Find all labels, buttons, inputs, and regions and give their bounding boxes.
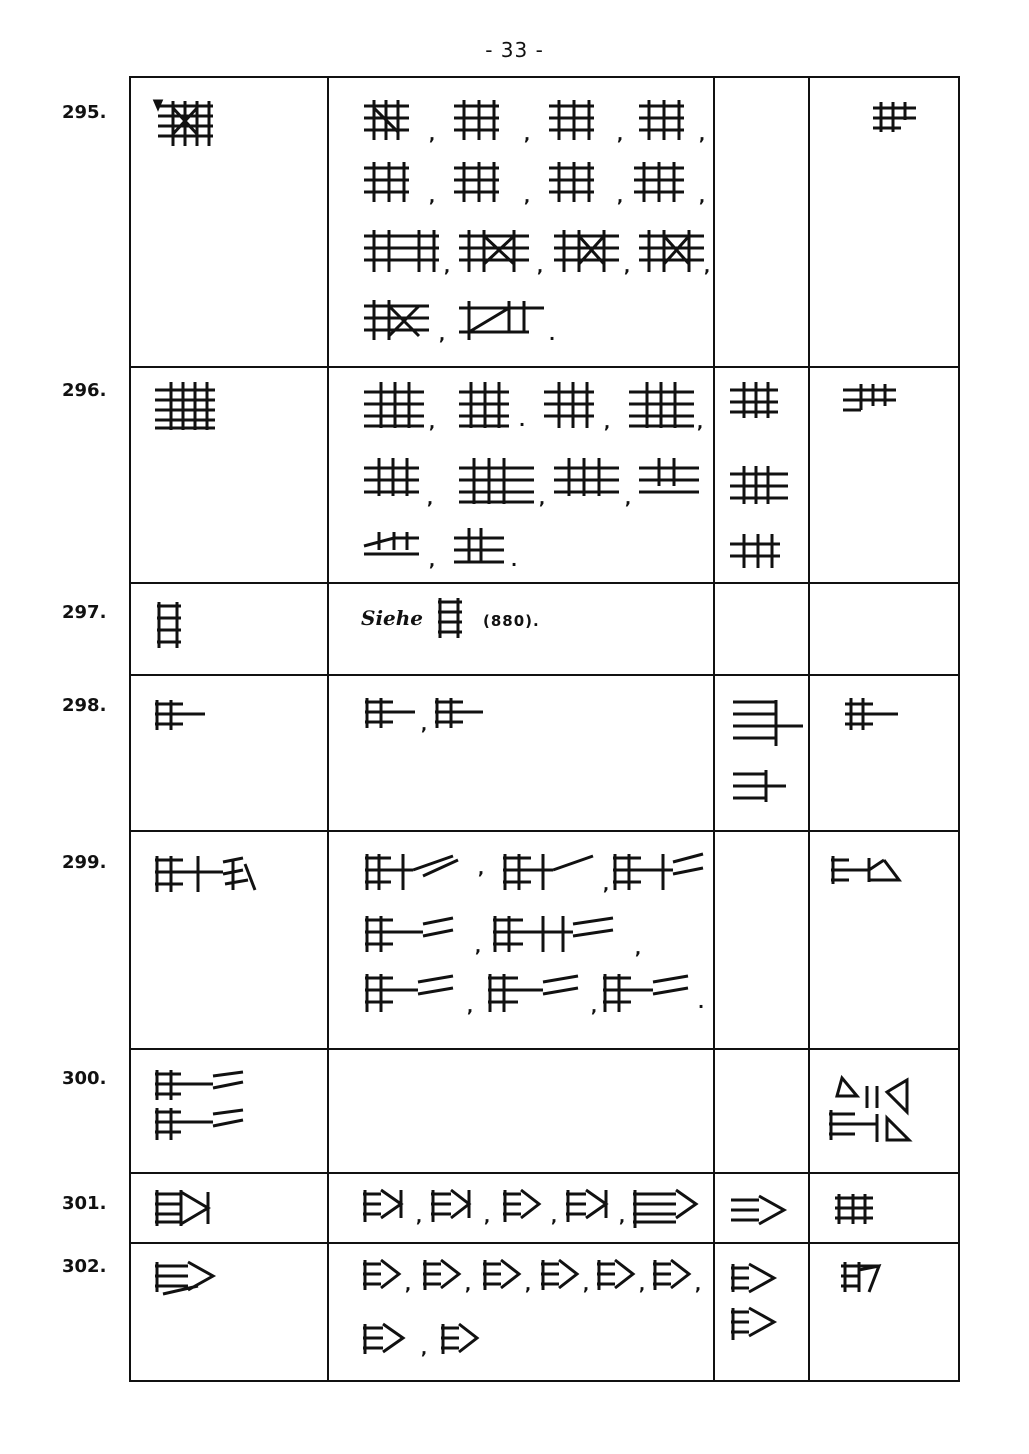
svg-text:,: , xyxy=(704,257,711,276)
cuneiform-sign-image xyxy=(155,600,185,650)
main-sign-cell xyxy=(153,1188,223,1232)
svg-text:,: , xyxy=(695,1275,702,1294)
svg-text:,: , xyxy=(583,1275,590,1294)
main-sign-cell xyxy=(155,600,185,654)
sign-table xyxy=(129,76,960,1382)
cross-reference-number: (880). xyxy=(483,612,540,630)
main-sign-cell xyxy=(153,378,218,437)
cuneiform-sign-image xyxy=(153,1068,253,1148)
late-form-cell xyxy=(829,854,904,893)
svg-text:,: , xyxy=(524,187,531,206)
entry-number-300: 300. xyxy=(62,1068,107,1089)
svg-text:,: , xyxy=(467,997,474,1016)
cuneiform-late-form-image xyxy=(839,1260,889,1300)
svg-text:,: , xyxy=(539,489,546,508)
main-sign-cell xyxy=(153,1258,223,1302)
cuneiform-late-form-image xyxy=(827,1072,917,1152)
cuneiform-older-form-image xyxy=(728,378,793,568)
table-row-300 xyxy=(131,1050,958,1174)
svg-text:.: . xyxy=(698,993,705,1012)
svg-text:,: , xyxy=(421,1339,428,1358)
svg-text:,: , xyxy=(625,489,632,508)
main-sign-cell xyxy=(153,1068,253,1152)
cuneiform-variants-image xyxy=(363,696,503,736)
cuneiform-late-form-image xyxy=(833,1192,883,1227)
svg-text:,: , xyxy=(475,937,482,956)
variants-cell xyxy=(361,1188,711,1237)
cuneiform-variants-image xyxy=(363,850,713,1025)
table-row-297 xyxy=(131,584,958,676)
older-form-cell xyxy=(729,1192,789,1231)
table-row-296 xyxy=(131,368,958,584)
variants-cell xyxy=(363,696,503,740)
late-form-cell xyxy=(839,1260,889,1304)
page-number: - 33 - xyxy=(485,38,544,62)
cuneiform-older-form-image xyxy=(731,696,806,806)
cuneiform-reference-sign-image xyxy=(436,596,466,641)
late-form-cell xyxy=(833,1192,883,1231)
main-sign-cell xyxy=(153,698,208,737)
cuneiform-sign-image xyxy=(153,96,223,151)
svg-text:,: , xyxy=(591,997,598,1016)
table-row-302 xyxy=(131,1244,958,1384)
svg-text:,: , xyxy=(624,257,631,276)
entry-number-296: 296. xyxy=(62,380,107,401)
cuneiform-variants-image xyxy=(361,1256,711,1356)
cuneiform-sign-image xyxy=(153,852,263,897)
cuneiform-late-form-image xyxy=(829,854,904,889)
older-form-cell xyxy=(728,378,793,572)
cuneiform-sign-image xyxy=(153,698,208,733)
svg-text:,: , xyxy=(639,1275,646,1294)
svg-text:,: , xyxy=(635,939,642,958)
svg-text:,: , xyxy=(537,257,544,276)
table-row-295 xyxy=(131,78,958,368)
late-form-cell xyxy=(871,100,921,139)
entry-number-299: 299. xyxy=(62,852,107,873)
cuneiform-late-form-image xyxy=(871,100,921,135)
cuneiform-older-form-image xyxy=(729,1192,789,1227)
svg-text:,: , xyxy=(604,413,611,432)
variants-cell xyxy=(363,850,713,1029)
svg-text:.: . xyxy=(511,551,518,570)
cuneiform-variants-image xyxy=(359,378,709,578)
svg-text:,: , xyxy=(525,1275,532,1294)
late-form-cell xyxy=(841,380,901,419)
variants-cell xyxy=(359,378,709,582)
svg-text:,: , xyxy=(603,875,610,894)
svg-text:,: , xyxy=(405,1275,412,1294)
svg-text:,: , xyxy=(439,325,446,344)
svg-text:,: , xyxy=(429,125,436,144)
entry-number-298: 298. xyxy=(62,695,107,716)
svg-text:,: , xyxy=(617,125,624,144)
reference-sign xyxy=(436,596,466,645)
cuneiform-sign-image xyxy=(153,1188,223,1228)
cuneiform-late-form-image xyxy=(843,696,903,736)
entry-number-302: 302. xyxy=(62,1256,107,1277)
svg-text:,: , xyxy=(697,413,704,432)
svg-text:,: , xyxy=(416,1207,423,1226)
cuneiform-sign-image xyxy=(153,378,218,433)
svg-text:,: , xyxy=(444,257,451,276)
older-form-cell xyxy=(731,696,806,810)
entry-number-301: 301. xyxy=(62,1193,107,1214)
svg-text:,: , xyxy=(478,859,485,878)
table-row-298 xyxy=(131,676,958,832)
late-form-cell xyxy=(843,696,903,740)
entry-number-295: 295. xyxy=(62,102,107,123)
svg-text:,: , xyxy=(465,1275,472,1294)
svg-text:,: , xyxy=(524,125,531,144)
svg-text:,: , xyxy=(551,1207,558,1226)
cuneiform-variants-image xyxy=(361,1188,711,1233)
svg-text:,: , xyxy=(427,489,434,508)
svg-text:,: , xyxy=(699,187,706,206)
late-form-cell xyxy=(827,1072,917,1156)
cuneiform-older-form-image xyxy=(729,1260,784,1350)
entry-number-297: 297. xyxy=(62,602,107,623)
svg-text:,: , xyxy=(484,1207,491,1226)
main-sign-cell xyxy=(153,852,263,901)
svg-text:,: , xyxy=(617,187,624,206)
cuneiform-late-form-image xyxy=(841,380,901,415)
svg-text:,: , xyxy=(619,1207,626,1226)
cuneiform-variants-image xyxy=(359,96,709,346)
variants-cell xyxy=(359,96,709,350)
svg-text:,: , xyxy=(421,715,428,734)
main-sign-cell xyxy=(153,96,223,151)
svg-text:.: . xyxy=(549,325,556,344)
table-row-299 xyxy=(131,832,958,1050)
cross-reference-prefix: Siehe xyxy=(361,606,424,630)
svg-text:,: , xyxy=(429,187,436,206)
svg-text:,: , xyxy=(429,413,436,432)
svg-text:,: , xyxy=(429,551,436,570)
cuneiform-sign-image xyxy=(153,1258,223,1298)
svg-text:,: , xyxy=(699,125,706,144)
table-row-301 xyxy=(131,1174,958,1244)
older-form-cell xyxy=(729,1260,784,1354)
svg-text:.: . xyxy=(519,411,526,430)
variants-cell xyxy=(361,1256,711,1360)
